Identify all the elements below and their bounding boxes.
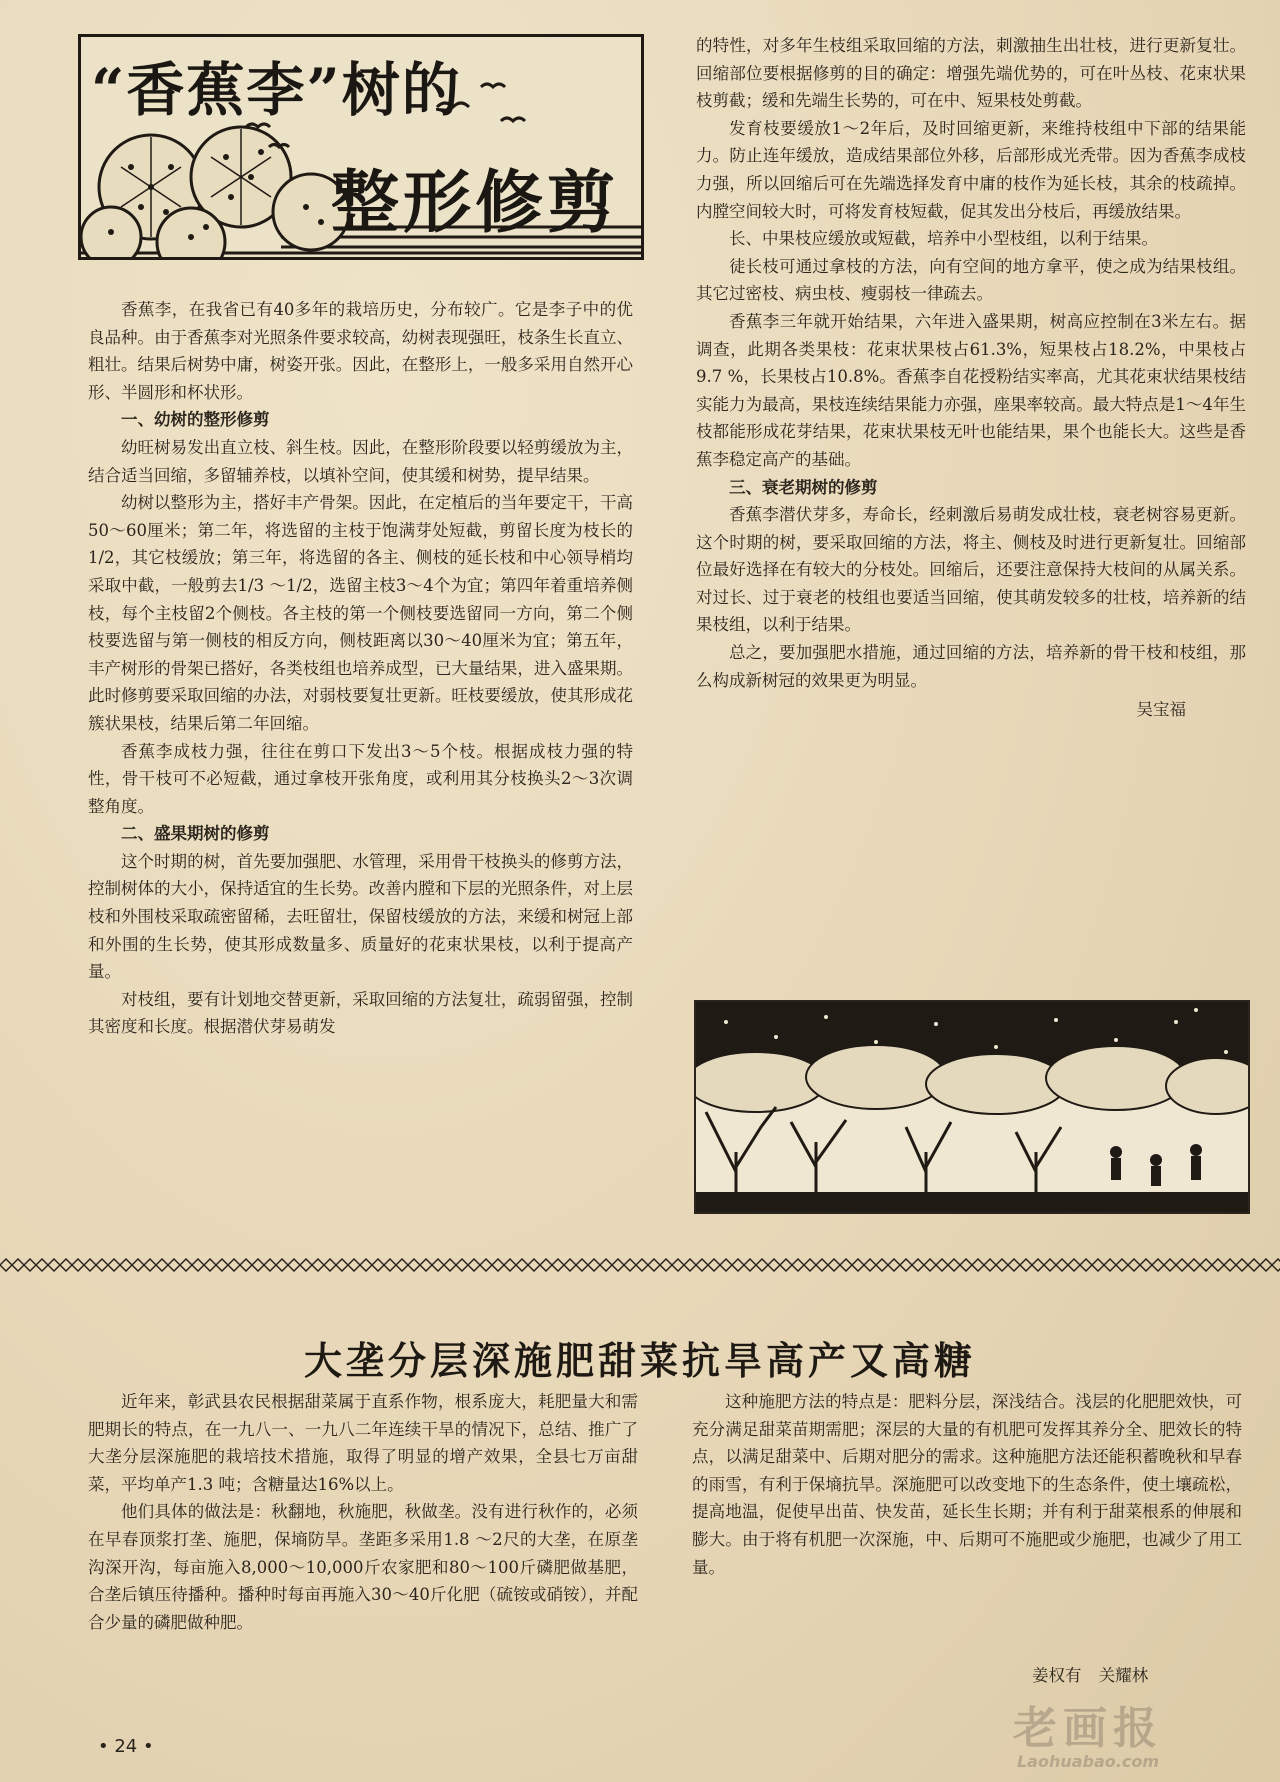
watermark-cn: 老画报 [1013, 1703, 1163, 1754]
paragraph: 的特性，对多年生枝组采取回缩的方法，刺激抽生出壮枝，进行更新复壮。回缩部位要根据修剪的目的确定：增强先端优势的，可在叶丛枝、花束状果枝剪截；缓和先端生长势的，可在中、短果枝处剪截。 [696, 36, 1246, 111]
page-number: • 24 • [98, 1736, 154, 1757]
section-divider [0, 1258, 1280, 1272]
watermark-en: Laohuabao.com [1016, 1752, 1160, 1771]
section-heading: 三、衰老期树的修剪 [729, 477, 878, 497]
article2-left-column [88, 1388, 638, 1636]
article1-author: 吴宝福 [1136, 700, 1186, 720]
paragraph: 近年来，彰武县农民根据甜菜属于直系作物，根系庞大，耗肥量大和需肥期长的特点，在一九八一、一九八二年连续干旱的情况下，总结、推广了大垄分层深施肥的栽培技术措施，取得了明显的增产效果，全县七万亩甜菜，平均单产1.3 吨；含糖量达16%以上。 [88, 1392, 638, 1494]
paragraph: 香蕉李成枝力强，往往在剪口下发出3～5个枝。根据成枝力强的特性，骨干枝可不必短截，通过拿枝开张角度，或利用其分枝换头2～3次调整角度。 [88, 741, 633, 816]
paragraph: 对枝组，要有计划地交替更新，采取回缩的方法复壮，疏弱留强，控制其密度和长度。根据潜伏芽易萌发 [88, 989, 633, 1037]
article1-title-line2: 整形修剪 [331, 163, 620, 243]
paragraph: 这种施肥方法的特点是：肥料分层，深浅结合。浅层的化肥肥效快，可充分满足甜菜苗期需肥；深层的大量的有机肥可发挥其养分全、肥效长的特点，以满足甜菜中、后期对肥分的需求。这种施肥方法还能积蓄晚秋和早春的雨雪，有利于保墒抗旱。深施肥可以改变地下的生态条件，使土壤疏松，提高地温，促使早出苗、快发苗，延长生长期；并有利于甜菜根系的伸展和膨大。由于将有机肥一次深施，中、后期可不施肥或少施肥，也减少了用工量。 [692, 1392, 1242, 1577]
article2-right-column [692, 1388, 1242, 1581]
paragraph: 总之，要加强肥水措施，通过回缩的方法，培养新的骨干枝和枝组，那么构成新树冠的效果更为明显。 [696, 643, 1246, 690]
paragraph: 香蕉李，在我省已有40多年的栽培历史，分布较广。它是李子中的优良品种。由于香蕉李对光照条件要求较高，幼树表现强旺，枝条生长直立、粗壮。结果后树势中庸，树姿开张。因此，在整形上，一般多采用自然开心形、半圆形和杯状形。 [88, 300, 633, 402]
paragraph: 香蕉李潜伏芽多，寿命长，经刺激后易萌发成壮枝，衰老树容易更新。这个时期的树，要采取回缩的方法，将主、侧枝及时进行更新复壮。回缩部位最好选择在有较大的分枝处。回缩后，还要注意保持大枝间的从属关系。对过长、过于衰老的枝组也要适当回缩，使其萌发较多的壮枝，培养新的结果枝组，以利于结果。 [696, 505, 1246, 635]
article1-left-column [88, 296, 633, 1041]
paragraph: 幼旺树易发出直立枝、斜生枝。因此，在整形阶段要以轻剪缓放为主，结合适当回缩，多留辅养枝，以填补空间，使其缓和树势，提早结果。 [88, 437, 633, 485]
article1-right-column [696, 32, 1246, 724]
paragraph: 他们具体的做法是：秋翻地，秋施肥，秋做垄。没有进行秋作的，必须在早春顶浆打垄、施肥，保墒防旱。垄距多采用1.8 ～2尺的大垄，在原垄沟深开沟，每亩施入8,000～10,000斤农家肥和80～100斤磷肥做基肥，合垄后镇压待播种。播种时每亩再施入30～40斤化肥（硫铵或硝铵），并配合少量的磷肥做种肥。 [88, 1502, 638, 1632]
section-heading: 一、幼树的整形修剪 [121, 410, 270, 430]
paragraph: 徒长枝可通过拿枝的方法，向有空间的地方拿平，使之成为结果枝组。其它过密枝、病虫枝、瘦弱枝一律疏去。 [696, 256, 1246, 304]
paragraph: 长、中果枝应缓放或短截，培养中小型枝组，以利于结果。 [729, 229, 1158, 249]
section-heading: 二、盛果期树的修剪 [121, 824, 270, 844]
article2-title: 大垄分层深施肥甜菜抗旱高产又高糖 [303, 1339, 976, 1383]
article2-authors: 姜权有 关耀林 [1032, 1666, 1149, 1685]
watermark [958, 1692, 1218, 1771]
orchard-drawing [696, 1002, 1248, 1212]
orchard-illustration [694, 1000, 1250, 1214]
article1-title-line1: “香蕉李”树的 [91, 56, 462, 124]
paragraph: 这个时期的树，首先要加强肥、水管理，采用骨干枝换头的修剪方法，控制树体的大小，保持适宜的生长势。改善内膛和下层的光照条件，对上层枝和外围枝采取疏密留稀，去旺留壮，保留枝缓放的方法，来缓和树冠上部和外围的生长势，使其形成数量多、质量好的花束状果枝，以利于提高产量。 [88, 851, 633, 982]
paragraph: 香蕉李三年就开始结果，六年进入盛果期，树高应控制在3米左右。据调查，此期各类果枝：花束状果枝占61.3%，短果枝占18.2%，中果枝占9.7 %，长果枝占10.8%。香蕉李自花授粉结实率高，尤其花束状结果枝结实能力为最高，果枝连续结果能力亦强，座果率较高。最大特点是1～4年生枝都能形成花芽结果，花束状果枝无叶也能结果，果个也能长大。这些是香蕉李稳定高产的基础。 [696, 311, 1246, 469]
article1-title-block [78, 34, 644, 260]
paragraph: 发育枝要缓放1～2年后，及时回缩更新，来维持枝组中下部的结果能力。防止连年缓放，造成结果部位外移，后部形成光秃带。因为香蕉李成枝力强，所以回缩后可在先端选择发育中庸的枝作为延长枝，其余的枝疏掉。内膛空间较大时，可将发育枝短截，促其发出分枝后，再缓放结果。 [696, 118, 1246, 221]
paragraph: 幼树以整形为主，搭好丰产骨架。因此，在定植后的当年要定干，干高50～60厘米；第二年，将选留的主枝于饱满芽处短截，剪留长度为枝长的1/2，其它枝缓放；第三年，将选留的各主、侧枝的延长枝和中心领导梢均采取中截，一般剪去1/3 ～1/2，选留主枝3～4个为宜；第四年着重培养侧枝，每个主枝留2个侧枝。各主枝的第一个侧枝要选留同一方向，第二个侧枝要选留与第一侧枝的相反方向，侧枝距离以30～40厘米为宜；第五年，丰产树形的骨架已搭好，各类枝组也培养成型，已大量结果，进入盛果期。此时修剪要采取回缩的办法，对弱枝要复壮更新。旺枝要缓放，使其形成花簇状果枝，结果后第二年回缩。 [88, 493, 633, 733]
